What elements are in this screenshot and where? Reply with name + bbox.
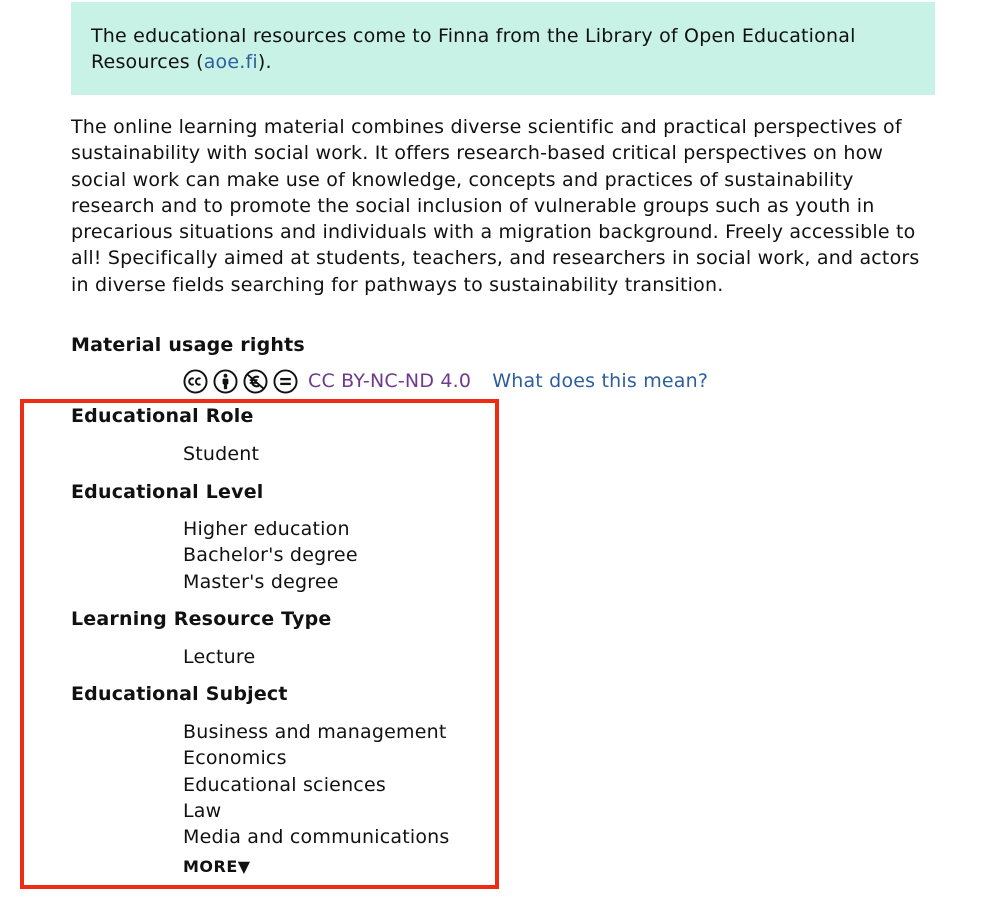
educational-level-values xyxy=(183,516,358,595)
list-item: Educational sciences xyxy=(183,773,386,796)
nd-noderivatives-icon xyxy=(273,369,298,394)
list-item: Business and management xyxy=(183,721,447,743)
educational-subject-values xyxy=(183,719,450,850)
list-item: Master's degree xyxy=(183,570,339,593)
learning-resource-type-values xyxy=(183,644,255,670)
aoe-link[interactable]: aoe.fi xyxy=(203,51,258,73)
rights-label: Material usage rights xyxy=(71,334,305,356)
list-item: Law xyxy=(183,799,222,822)
notice-text-end: ). xyxy=(257,51,272,73)
educational-subject-label: Educational Subject xyxy=(71,683,288,705)
nc-noncommercial-icon xyxy=(243,369,268,394)
list-item: Lecture xyxy=(183,646,256,668)
educational-role-label: Educational Role xyxy=(71,405,254,427)
rights-row xyxy=(183,368,708,394)
educational-role-values xyxy=(183,441,259,467)
by-attribution-icon xyxy=(213,369,238,394)
list-item: Student xyxy=(183,443,260,465)
description: The online learning material combines diverse scientific and practical perspectives of sustainability with social work. It offers research-based critical perspectives on how social work can make use of knowledge, concepts and practices of sustainability research and to promote the social inclusion of vulnerable groups such as youth in precarious situations and individuals with a migration background. Freely accessible to all! Specifically aimed at students, teachers, and researchers in social work, and actors in diverse fields searching for pathways to sustainability transition. xyxy=(71,116,920,296)
list-item: Media and communications xyxy=(183,826,450,849)
source-notice xyxy=(71,2,935,95)
notice-text: The educational resources come to Finna from the Library of Open Educational Resources ( xyxy=(91,25,856,73)
list-item: Higher education xyxy=(183,518,350,540)
list-item: Bachelor's degree xyxy=(183,544,358,567)
license-link[interactable]: CC BY-NC-ND 4.0 xyxy=(308,370,472,392)
license-icons xyxy=(183,369,298,394)
cc-icon xyxy=(183,369,208,394)
more-button[interactable]: MORE▼ xyxy=(183,857,251,876)
learning-resource-type-label: Learning Resource Type xyxy=(71,608,332,630)
educational-level-label: Educational Level xyxy=(71,481,264,503)
what-does-this-mean-link[interactable]: What does this mean? xyxy=(492,370,709,392)
list-item: Economics xyxy=(183,747,287,770)
